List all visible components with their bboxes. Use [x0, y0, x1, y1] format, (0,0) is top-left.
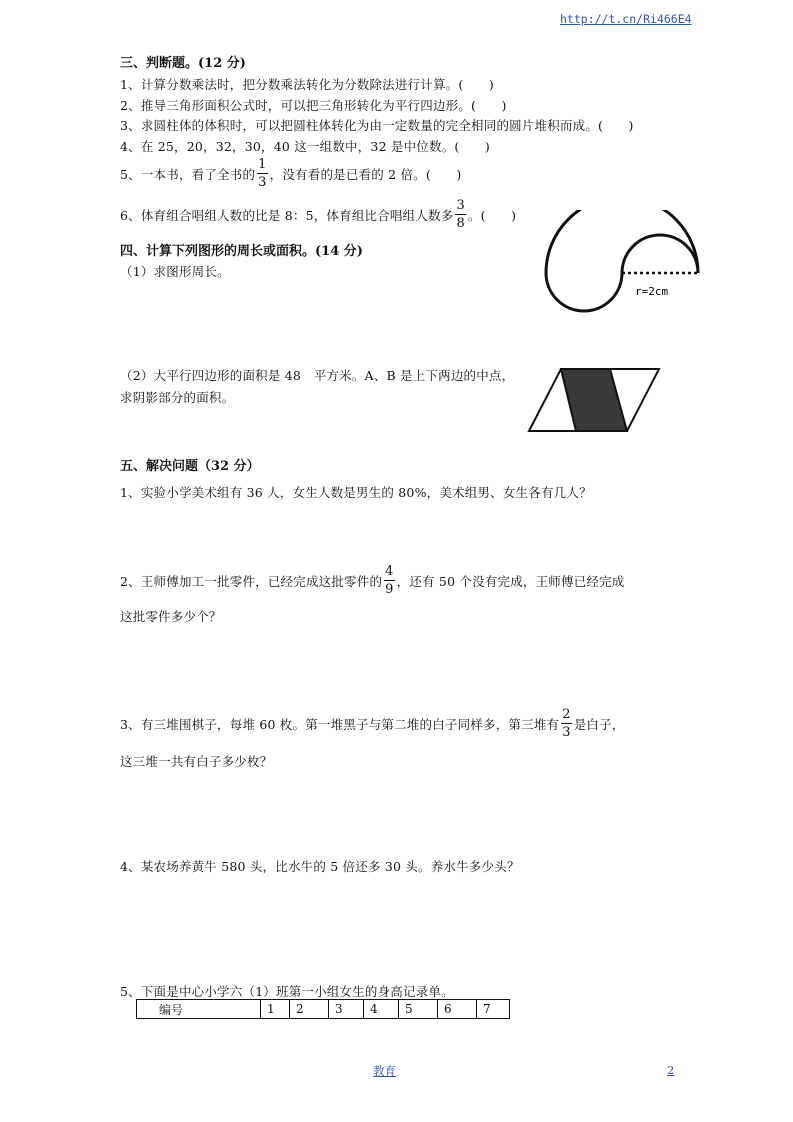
section4-part2-line1: （2）大平行四边形的面积是 48 平方米。A、B 是上下两边的中点，: [120, 368, 515, 383]
fraction-denominator: 9: [385, 582, 394, 597]
parallelogram-figure: [525, 365, 665, 435]
table-cell: 4: [364, 1000, 399, 1019]
table-header-cell: 编号: [137, 1000, 261, 1019]
judge-q5-text-before: 5、一本书，看了全书的: [120, 166, 256, 182]
table-cell: 6: [438, 1000, 477, 1019]
section3-title: 三、判断题。(12 分): [120, 56, 246, 71]
judge-q1: 1、计算分数乘法时，把分数乘法转化为分数除法进行计算。( ): [120, 77, 494, 92]
judge-q3: 3、求圆柱体的体积时，可以把圆柱体转化为由一定数量的完全相同的圆片堆积而成。( ): [120, 118, 634, 133]
problem-q3-text-before: 3、有三堆围棋子，每堆 60 枚。第一堆黑子与第二堆的白子同样多，第三堆有: [120, 716, 560, 732]
header-link[interactable]: http://t.cn/Ri466E4: [560, 12, 692, 26]
table-cell: 7: [477, 1000, 510, 1019]
fraction: [561, 708, 571, 739]
semicircle-figure: [540, 210, 710, 320]
judge-q6: [120, 199, 516, 230]
table-cell: 2: [290, 1000, 329, 1019]
fraction-numerator: 2: [562, 707, 571, 722]
fraction-denominator: 3: [562, 725, 571, 740]
section4-title: 四、计算下列图形的周长或面积。(14 分): [120, 244, 363, 259]
problem-q2: [120, 565, 625, 596]
fraction-denominator: 8: [456, 216, 465, 231]
problem-q5: 5、下面是中心小学六（1）班第一小组女生的身高记录单。: [120, 984, 454, 999]
section4-part2-line2: 求阴影部分的面积。: [120, 390, 235, 405]
curve-outline: [546, 210, 698, 311]
table-cell: 5: [399, 1000, 438, 1019]
fraction-numerator: 3: [456, 198, 465, 213]
fraction-bar: [455, 214, 465, 215]
problem-q3-line2: 这三堆一共有白子多少枚？: [120, 754, 273, 769]
fraction-bar: [384, 580, 394, 581]
table-row: [137, 1000, 510, 1019]
fraction-numerator: 4: [385, 564, 394, 579]
judge-q6-text-after: 。( ): [467, 207, 517, 223]
problem-q4: 4、某农场养黄牛 580 头，比水牛的 5 倍还多 30 头。养水牛多少头？: [120, 859, 520, 874]
fraction: [257, 158, 267, 189]
fraction-denominator: 3: [258, 175, 267, 190]
problem-q2-line2: 这批零件多少个？: [120, 609, 222, 624]
fraction-bar: [561, 723, 571, 724]
problem-q3: [120, 708, 625, 739]
section4-part1: （1）求图形周长。: [120, 264, 230, 279]
fraction-numerator: 1: [258, 157, 267, 172]
problem-q2-text-after: ，还有 50 个没有完成，王师傅已经完成: [396, 573, 625, 589]
problem-q3-text-after: 是白子，: [573, 716, 625, 732]
page-number: 2: [667, 1063, 675, 1077]
footer-link[interactable]: 教育: [373, 1064, 396, 1078]
judge-q6-text-before: 6、体育组合唱组人数的比是 8：5，体育组比合唱组人数多: [120, 207, 454, 223]
table-cell: 1: [261, 1000, 290, 1019]
fraction-bar: [257, 173, 267, 174]
judge-q2: 2、推导三角形面积公式时，可以把三角形转化为平行四边形。( ): [120, 98, 507, 113]
section5-title: 五、解决问题（32 分）: [120, 459, 260, 474]
judge-q5: [120, 158, 461, 189]
height-record-table: [136, 999, 510, 1019]
radius-label: r=2cm: [635, 285, 669, 298]
problem-q1: 1、实验小学美术组有 36 人，女生人数是男生的 80%，美术组男、女生各有几人？: [120, 485, 592, 500]
judge-q5-text-after: ，没有看的是已看的 2 倍。( ): [269, 166, 462, 182]
problem-q2-text-before: 2、王师傅加工一批零件，已经完成这批零件的: [120, 573, 383, 589]
judge-q4: 4、在 25，20，32，30，40 这一组数中，32 是中位数。( ): [120, 139, 490, 154]
table-cell: 3: [329, 1000, 364, 1019]
fraction: [455, 199, 465, 230]
fraction: [384, 565, 394, 596]
